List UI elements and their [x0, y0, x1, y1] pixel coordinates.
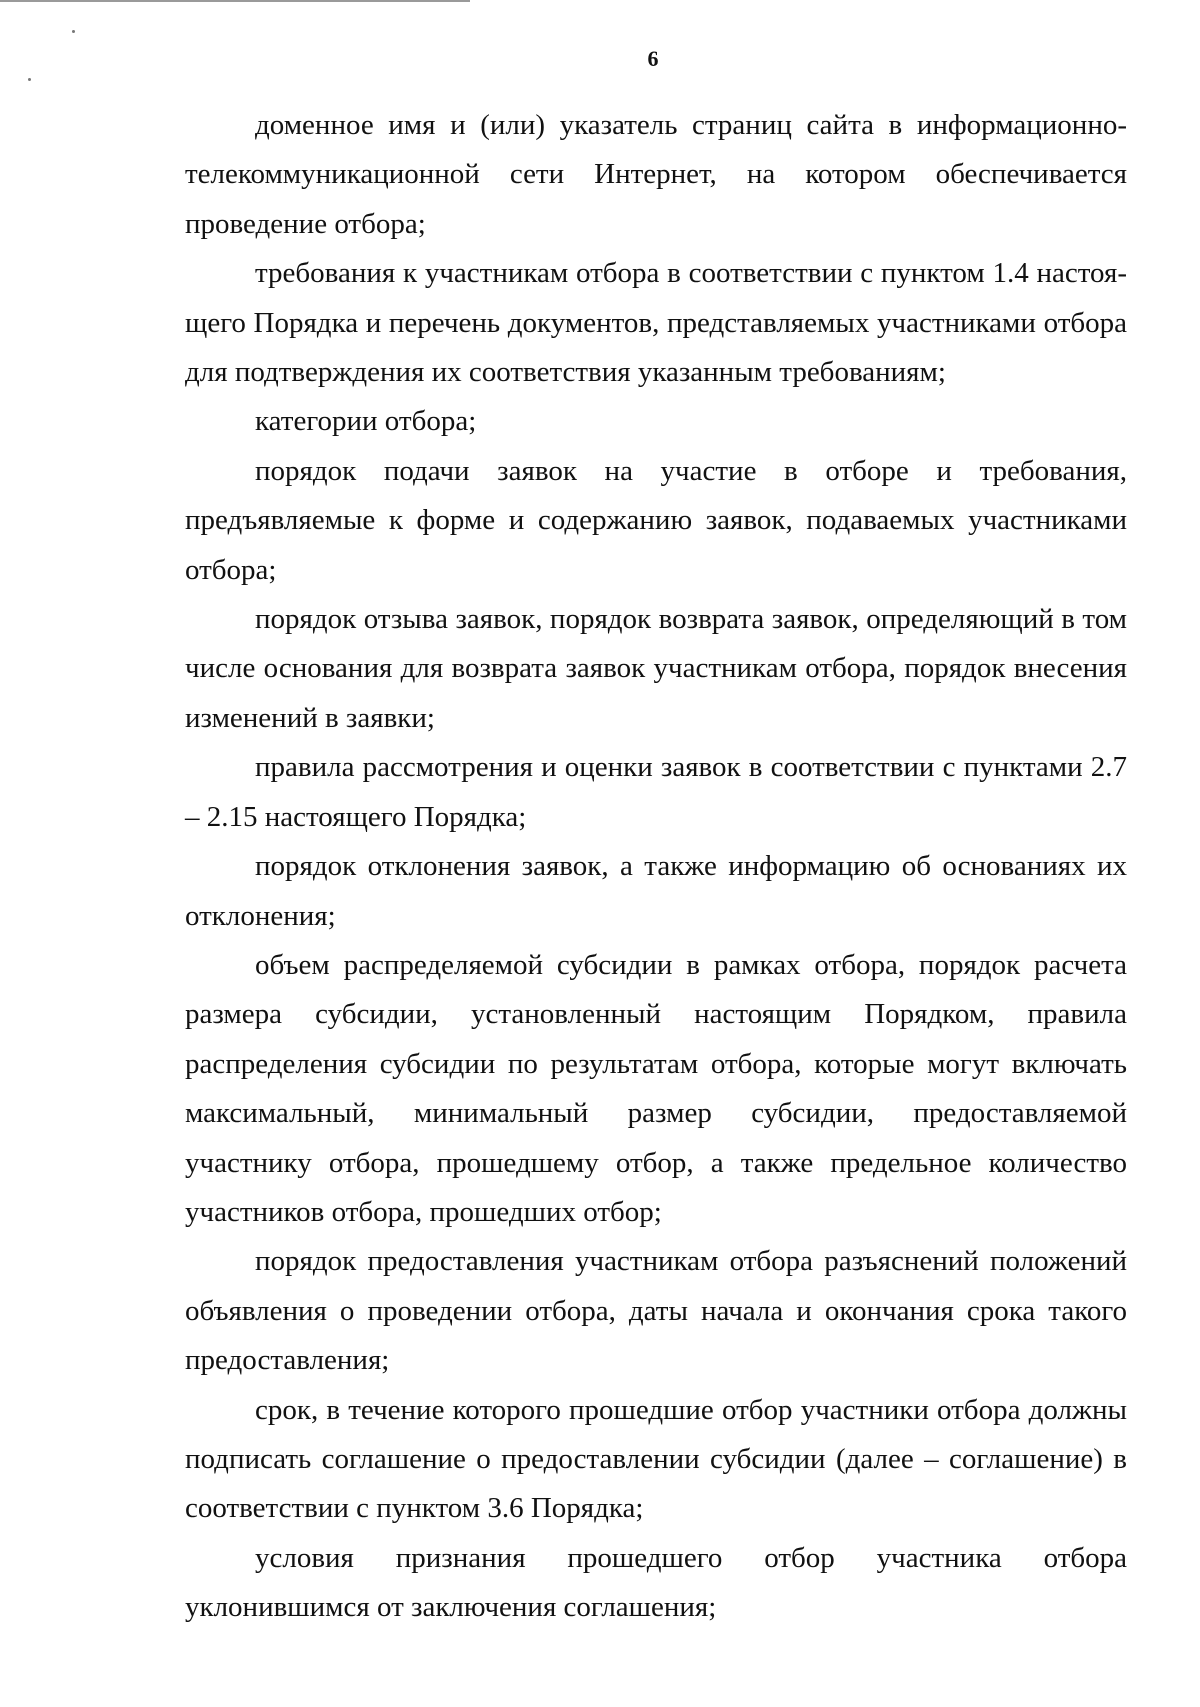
- paragraph-participant-requirements: требования к участникам отбора в соответствии с пунктом 1.4 настоящего Порядка и перечень документов, представляемых участниками отбора для подтверждения их соответствия указанным требованиям;: [185, 257, 1127, 389]
- paragraph-selection-categories: категории отбора;: [255, 405, 477, 438]
- paragraph-evaluation-rules: правила рассмотрения и оценки заявок в соответствии с пунктами 2.7 – 2.15 настоящего Порядка;: [185, 751, 1127, 833]
- page-number: 6: [647, 46, 659, 71]
- paragraph-agreement-deadline: срок, в течение которого прошедшие отбор участники отбора должны подписать соглашение о предоставлении субсидии (далее – соглашение) в соответствии с пунктом 3.6 Порядка;: [185, 1393, 1127, 1525]
- paragraph-clarifications: порядок предоставления участникам отбора разъяснений положений объявления о проведении отбора, даты начала и окончания срока такого предоставления;: [185, 1245, 1127, 1377]
- paragraph-domain-name: доменное имя и (или) указатель страниц сайта в информационно-телекоммуникационной сети Интернет, на котором обеспечивается проведение отбора;: [185, 109, 1127, 240]
- scan-speck: [72, 30, 75, 33]
- top-edge-rule: [0, 0, 470, 2]
- paragraph-application-withdrawal: порядок отзыва заявок, порядок возврата заявок, определяющий в том числе основания для возврата заявок участникам отбора, порядок внесения изменений в заявки;: [185, 603, 1127, 734]
- paragraph-rejection-procedure: порядок отклонения заявок, а также информацию об основаниях их отклонения;: [185, 850, 1127, 932]
- paragraph-application-submission: порядок подачи заявок на участие в отборе и требования, предъявляемые к форме и содержанию заявок, подаваемых участниками отбора;: [185, 454, 1127, 586]
- paragraph-subsidy-volume: объем распределяемой субсидии в рамках отбора, порядок расчета размера субсидии, установленный настоящим Порядком, правила распределения субсидии по результатам отбора, которые могут включать максимальный, минимальный размер субсидии, предоставляемой участнику отбора, прошедшему отбор, а также предельное количество участников отбора, прошедших отбор;: [185, 948, 1127, 1228]
- paragraph-evasion-conditions: условия признания прошедшего отбор участника отбора уклонившимся от заключения соглашения;: [185, 1541, 1127, 1624]
- document-body: [185, 101, 1127, 1633]
- scan-speck: [28, 78, 31, 81]
